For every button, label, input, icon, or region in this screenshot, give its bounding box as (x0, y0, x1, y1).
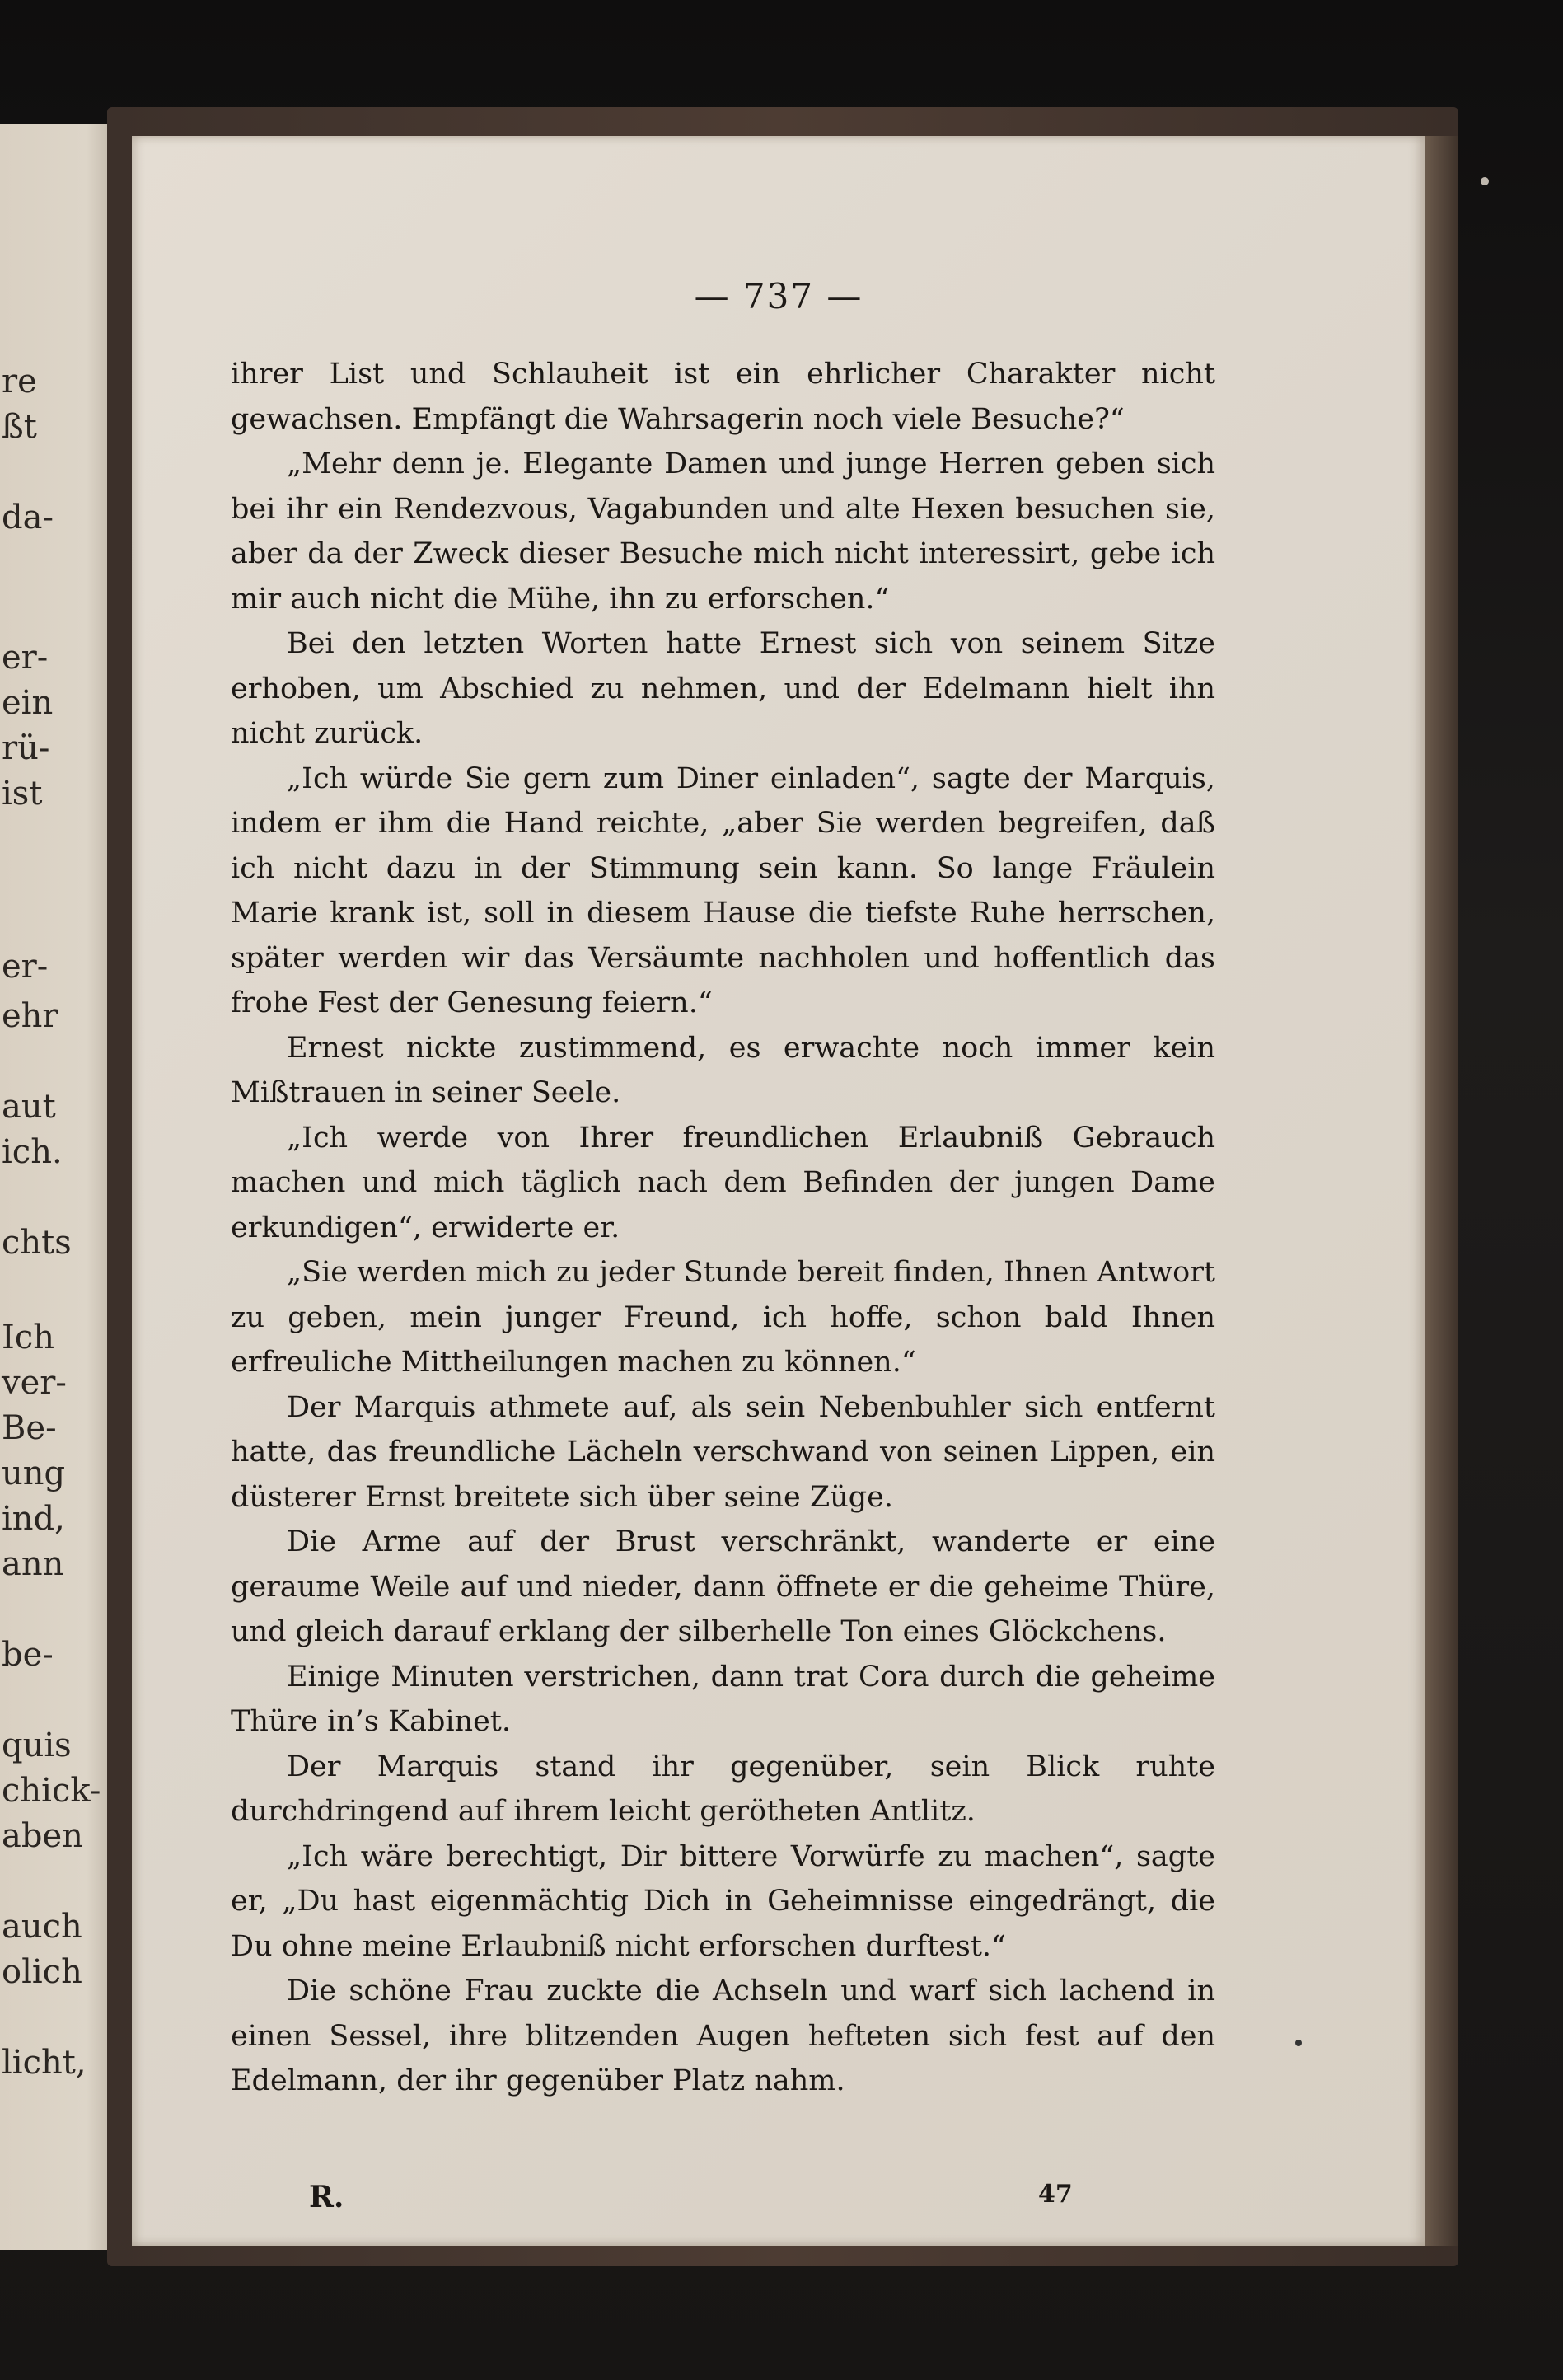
left-fragment: rü- (2, 729, 50, 767)
paragraph: ihrer List und Schlauheit ist ein ehrlicher Charakter nicht gewachsen. Empfängt die Wahrsagerin noch viele Besuche?“ (231, 358, 1215, 436)
page-number: — 737 — (694, 276, 863, 316)
paragraph: „Sie werden mich zu jeder Stunde bereit finden, Ihnen Antwort zu geben, mein junger Freund, ich hoffe, schon bald Ihnen erfreuliche Mittheilungen machen zu können.“ (231, 1256, 1215, 1379)
paragraph: „Ich werde von Ihrer freundlichen Erlaubniß Gebrauch machen und mich täglich nach dem Befinden der jungen Dame erkundigen“, erwiderte er. (231, 1121, 1215, 1244)
left-fragment: er- (2, 948, 49, 986)
left-fragment: quis (2, 1726, 72, 1764)
left-fragment: ich. (2, 1133, 63, 1171)
book-page (132, 136, 1425, 2246)
left-fragment: da- (2, 499, 54, 536)
left-fragment: Be- (2, 1409, 57, 1447)
left-fragment: ann (2, 1545, 64, 1583)
left-fragment: chick- (2, 1772, 101, 1810)
left-fragment: ein (2, 684, 54, 722)
paragraph: Einige Minuten verstrichen, dann trat Cora durch die geheime Thüre in’s Kabinet. (231, 1660, 1215, 1738)
dust-speck (1295, 2040, 1302, 2046)
paragraph: „Mehr denn je. Elegante Damen und junge Herren geben sich bei ihr ein Rendezvous, Vagabunden und alte Hexen besuchen sie, aber da der Zweck dieser Besuche mich nicht interessirt, gebe ich mir auch nicht die Mühe, ihn zu erforschen.“ (231, 447, 1215, 616)
left-fragment: ist (2, 775, 43, 813)
left-fragment: aut (2, 1088, 56, 1126)
left-fragment: er- (2, 639, 49, 677)
left-fragment: ßt (2, 408, 37, 446)
paragraph: Bei den letzten Worten hatte Ernest sich von seinem Sitze erhoben, um Abschied zu nehmen, und der Edelmann hielt ihn nicht zurück. (231, 627, 1215, 750)
left-fragment: ehr (2, 997, 58, 1035)
signature-mark: R. (309, 2180, 344, 2214)
left-fragment: chts (2, 1224, 72, 1262)
left-fragment: be- (2, 1636, 54, 1674)
left-fragment: ind, (2, 1500, 65, 1538)
paragraph: Die schöne Frau zuckte die Achseln und warf sich lachend in einen Sessel, ihre blitzenden Augen hefteten sich fest auf den Edelmann, der ihr gegenüber Platz nahm. (231, 1975, 1215, 2097)
left-fragment: auch (2, 1908, 82, 1946)
left-fragment: ver- (2, 1364, 67, 1402)
left-fragment: ung (2, 1455, 66, 1492)
left-fragment: Ich (2, 1319, 54, 1356)
left-fragment: licht, (2, 2044, 87, 2082)
paragraph: Ernest nickte zustimmend, es erwachte noch immer kein Mißtrauen in seiner Seele. (231, 1031, 1215, 1109)
body-text (231, 352, 1215, 2104)
dust-speck (1481, 177, 1489, 185)
left-page-fragments (0, 124, 124, 2250)
paragraph: Der Marquis athmete auf, als sein Nebenbuhler sich entfernt hatte, das freundliche Lächeln verschwand von seinen Lippen, ein düsterer Ernst breitete sich über seine Züge. (231, 1390, 1215, 1514)
left-fragment: aben (2, 1817, 83, 1855)
paragraph: „Ich wäre berechtigt, Dir bittere Vorwürfe zu machen“, sagte er, „Du hast eigenmächtig Dich in Geheimnisse eingedrängt, die Du ohne meine Erlaubniß nicht erforschen durftest.“ (231, 1839, 1215, 1963)
paragraph: Der Marquis stand ihr gegenüber, sein Blick ruhte durchdringend auf ihrem leicht gerötheten Antlitz. (231, 1750, 1215, 1828)
sheet-number: 47 (1038, 2180, 1073, 2209)
left-page-edge (0, 124, 124, 2250)
left-fragment: re (2, 363, 37, 401)
page-edge-shadow (1425, 136, 1458, 2246)
paragraph: „Ich würde Sie gern zum Diner einladen“, sagte der Marquis, indem er ihm die Hand reichte, „aber Sie werden begreifen, daß ich nicht dazu in der Stimmung sein kann. So lange Fräulein Marie krank ist, soll in diesem Hause die tiefste Ruhe herrschen, später werden wir das Versäumte nachholen und hoffentlich das frohe Fest der Genesung feiern.“ (231, 761, 1215, 1019)
left-fragment: olich (2, 1953, 82, 1991)
paragraph: Die Arme auf der Brust verschränkt, wanderte er eine geraume Weile auf und nieder, dann öffnete er die geheime Thüre, und gleich darauf erklang der silberhelle Ton eines Glöckchens. (231, 1525, 1215, 1648)
